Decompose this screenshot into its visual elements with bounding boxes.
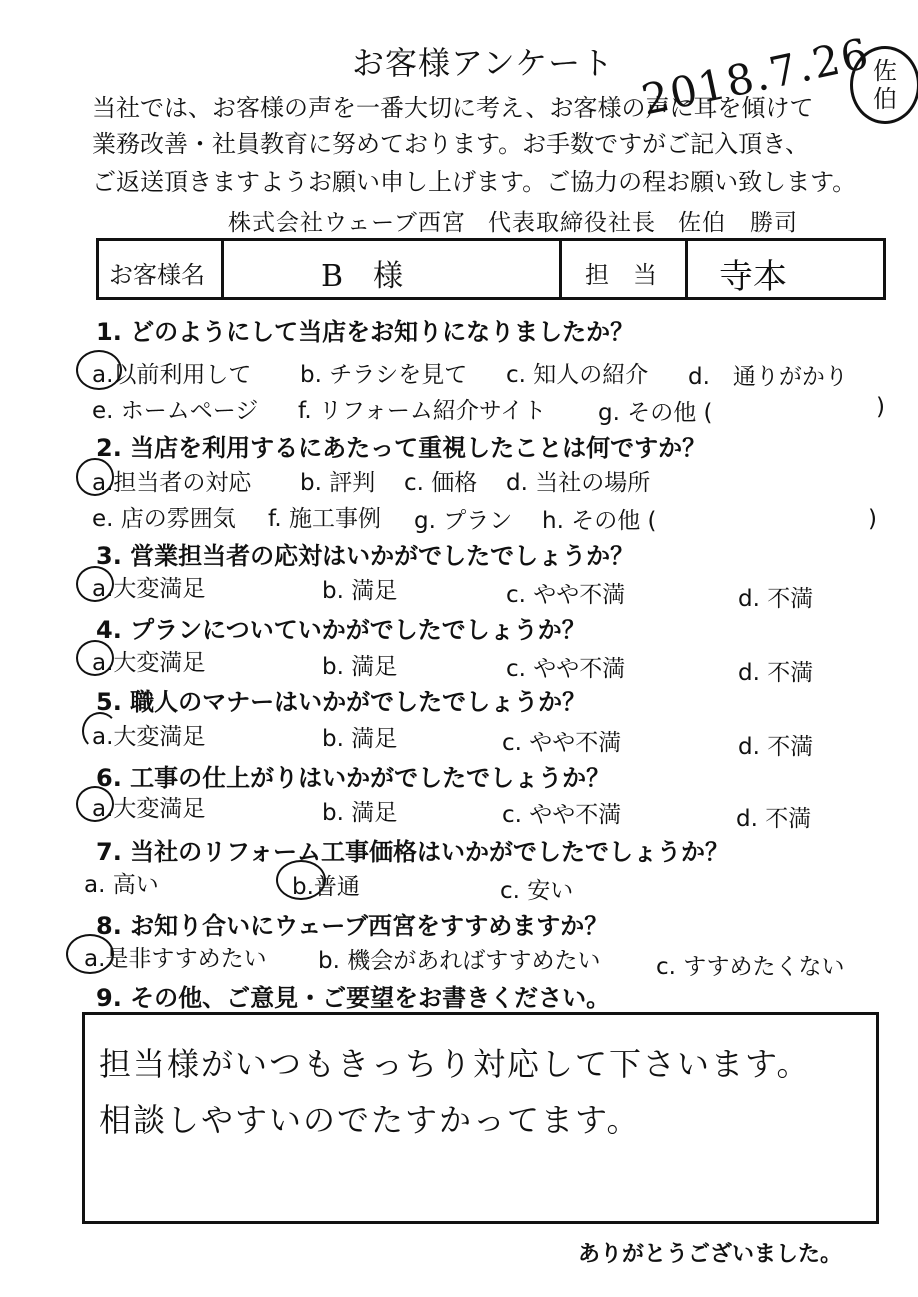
q3-option-c: c. やや不満 xyxy=(506,582,626,608)
question-3: 3. 営業担当者の応対はいかがでしたでしょうか？ xyxy=(96,542,635,570)
q2-option-d: d. 当社の場所 xyxy=(506,470,651,496)
company-person: 佐伯 勝司 xyxy=(677,210,798,236)
staff-label: 担 当 xyxy=(585,261,657,289)
question-6: 6. 工事の仕上がりはいかがでしたでしょうか？ xyxy=(96,764,611,792)
intro-line-3: ご返送頂きますようお願い申し上げます。ご協力の程お願い致します。 xyxy=(92,168,857,196)
q2-option-c: c. 価格 xyxy=(404,470,478,496)
seal-stamp xyxy=(850,46,918,124)
handwritten-date: 2018.7.26 xyxy=(637,28,875,125)
q4-option-b: b. 満足 xyxy=(322,654,398,680)
q6-option-c: c. やや不満 xyxy=(502,802,622,828)
q8-option-c: c. すすめたくない xyxy=(656,954,845,980)
q2-option-g: g. プラン xyxy=(414,508,513,534)
q5-option-d: d. 不満 xyxy=(738,734,814,760)
question-8: 8. お知り合いにウェーブ西宮をすすめますか？ xyxy=(96,912,609,940)
q8-answer-circle xyxy=(66,934,114,974)
q6-option-b: b. 満足 xyxy=(322,800,398,826)
q3-option-a: a.大変満足 xyxy=(92,576,206,602)
q1-option-g-close: ) xyxy=(876,394,885,420)
q6-option-d: d. 不満 xyxy=(736,806,812,832)
q8-option-b: b. 機会があればすすめたい xyxy=(318,948,601,974)
question-5: 5. 職人のマナーはいかがでしたでしょうか？ xyxy=(96,688,587,716)
question-7: 7. 当社のリフォーム工事価格はいかがでしたでしょうか？ xyxy=(96,838,729,866)
seal-stamp-char-2: 伯 xyxy=(873,85,897,113)
q2-option-h-close: ) xyxy=(868,506,877,532)
q3-answer-circle xyxy=(76,566,114,602)
q2-option-a: a.担当者の対応 xyxy=(92,470,252,496)
comment-line-1: 担当様がいつもきっちり対応して下さいます。 xyxy=(99,1045,811,1083)
q3-option-b: b. 満足 xyxy=(322,578,398,604)
q7-answer-circle xyxy=(276,860,326,900)
q1-option-f: f. リフォーム紹介サイト xyxy=(298,398,547,424)
q1-option-d: d. 通りがかり xyxy=(688,364,848,390)
intro-line-1: 当社では、お客様の声を一番大切に考え、お客様の声に耳を傾けて xyxy=(92,94,814,122)
q1-option-b: b. チラシを見て xyxy=(300,362,468,388)
q5-option-a: a.大変満足 xyxy=(92,724,206,750)
q1-option-e: e. ホームページ xyxy=(92,398,259,424)
q4-option-a: a.大変満足 xyxy=(92,650,206,676)
q2-option-h: h. その他 ( xyxy=(542,508,657,534)
staff-value: 寺本 xyxy=(719,257,787,297)
question-4: 4. プランについていかがでしたでしょうか？ xyxy=(96,616,586,644)
page-title: お客様アンケート xyxy=(352,44,615,82)
q7-option-b: b.普通 xyxy=(292,874,360,900)
q1-option-c: c. 知人の紹介 xyxy=(506,362,649,388)
question-2: 2. 当店を利用するにあたって重視したことは何ですか？ xyxy=(96,434,707,462)
q2-answer-circle xyxy=(76,458,114,496)
q4-option-c: c. やや不満 xyxy=(506,656,626,682)
q1-answer-circle xyxy=(76,350,122,390)
intro-line-2: 業務改善・社員教育に努めております。お手数ですがご記入頂き、 xyxy=(92,130,810,158)
company-role: 代表取締役社長 xyxy=(487,210,656,236)
q3-option-d: d. 不満 xyxy=(738,586,814,612)
q1-option-g: g. その他 ( xyxy=(598,400,713,426)
q2-option-b: b. 評判 xyxy=(300,470,376,496)
q2-option-e: e. 店の雰囲気 xyxy=(92,506,236,532)
thanks-note: ありがとうございました。 xyxy=(578,1242,843,1267)
q7-option-a: a. 高い xyxy=(84,872,159,898)
q5-answer-circle xyxy=(82,712,118,750)
q5-option-b: b. 満足 xyxy=(322,726,398,752)
q5-option-c: c. やや不満 xyxy=(502,730,622,756)
q1-option-a: a.以前利用して xyxy=(92,362,252,388)
q4-option-d: d. 不満 xyxy=(738,660,814,686)
question-1: 1. どのようにして当店をお知りになりましたか？ xyxy=(96,318,635,346)
seal-stamp-char-1: 佐 xyxy=(873,57,897,85)
comment-line-2: 相談しやすいのでたすかってます。 xyxy=(99,1101,641,1139)
customer-name-value: B 様 xyxy=(321,259,404,294)
comment-box[interactable] xyxy=(82,1012,879,1224)
customer-info-box xyxy=(96,238,886,300)
company-signature xyxy=(228,204,798,237)
q4-answer-circle xyxy=(76,640,114,676)
q6-answer-circle xyxy=(76,786,114,822)
q8-option-a: a.是非すすめたい xyxy=(84,946,267,972)
customer-name-label: お客様名 xyxy=(109,261,205,289)
q7-option-c: c. 安い xyxy=(500,878,574,904)
company-name: 株式会社ウェーブ西宮 xyxy=(228,210,466,236)
question-9: 9. その他、ご意見・ご要望をお書きください。 xyxy=(96,984,611,1012)
q6-option-a: a.大変満足 xyxy=(92,796,206,822)
q2-option-f: f. 施工事例 xyxy=(268,506,382,532)
